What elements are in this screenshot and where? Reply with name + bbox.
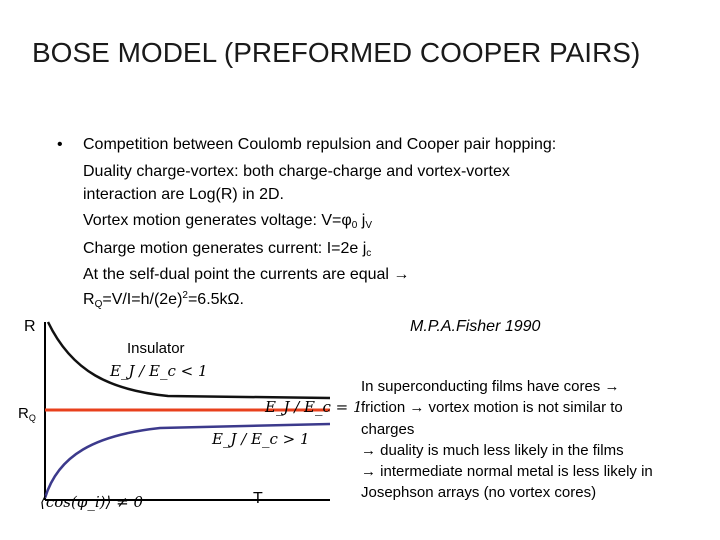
equation-critical: E_J / E_c = 1 [265, 398, 363, 416]
side-note [361, 376, 653, 504]
bullet-line-4-text: Vortex motion generates voltage: V=φ [83, 212, 352, 229]
equation-order-parameter: ⟨cos(φ_i)⟩ ≠ 0 [40, 493, 143, 511]
rq-label-main: R [18, 405, 29, 422]
citation: M.P.A.Fisher 1990 [410, 318, 541, 335]
bullet-line-4-mid: j [357, 212, 366, 229]
equation-insulator: E_J / E_c < 1 [110, 362, 208, 380]
note-line: charges [361, 420, 415, 438]
insulator-curve [48, 322, 330, 398]
bullet-line-7-sup: 2 [182, 290, 188, 301]
bullet-line-1: Competition between Coulomb repulsion and Cooper pair hopping: [83, 136, 557, 153]
note-line: friction → vortex motion is not similar to [361, 399, 623, 417]
insulator-label: Insulator [127, 340, 185, 357]
note-line: → duality is much less likely in the films [361, 441, 624, 459]
bullet-line-7-c: =6.5kΩ. [187, 291, 244, 308]
bullet-line-5-sub: c [366, 248, 372, 259]
bullet-line-3: interaction are Log(R) in 2D. [83, 186, 284, 203]
bullet-line-5-text: Charge motion generates current: I=2e j [83, 240, 367, 257]
equation-superconductor: E_J / E_c > 1 [212, 430, 310, 448]
rq-label-sub: Q [28, 413, 36, 423]
bullet-line-4-sub2: V [365, 220, 372, 231]
bullet-line-4-sub1: 0 [351, 220, 358, 231]
y-axis-label: R [24, 318, 36, 335]
note-line: In superconducting films have cores → [361, 378, 620, 395]
bullet-line-7-a: R [83, 291, 95, 308]
bullet-marker: • [57, 136, 63, 153]
note-line: Josephson arrays (no vortex cores) [361, 484, 597, 502]
note-line: → intermediate normal metal is less likely in [361, 463, 653, 481]
bullet-line-2: Duality charge-vortex: both charge-charge and vortex-vortex [83, 163, 510, 180]
bullet-line-7-sub: Q [94, 299, 103, 310]
rq-label [18, 405, 36, 423]
x-axis-label: T [253, 490, 263, 507]
bullet-line-6: At the self-dual point the currents are equal → [83, 266, 410, 283]
slide-title: BOSE MODEL (PREFORMED COOPER PAIRS) [32, 37, 641, 68]
bullet-line-7-b: =V/I=h/(2e) [102, 291, 183, 308]
